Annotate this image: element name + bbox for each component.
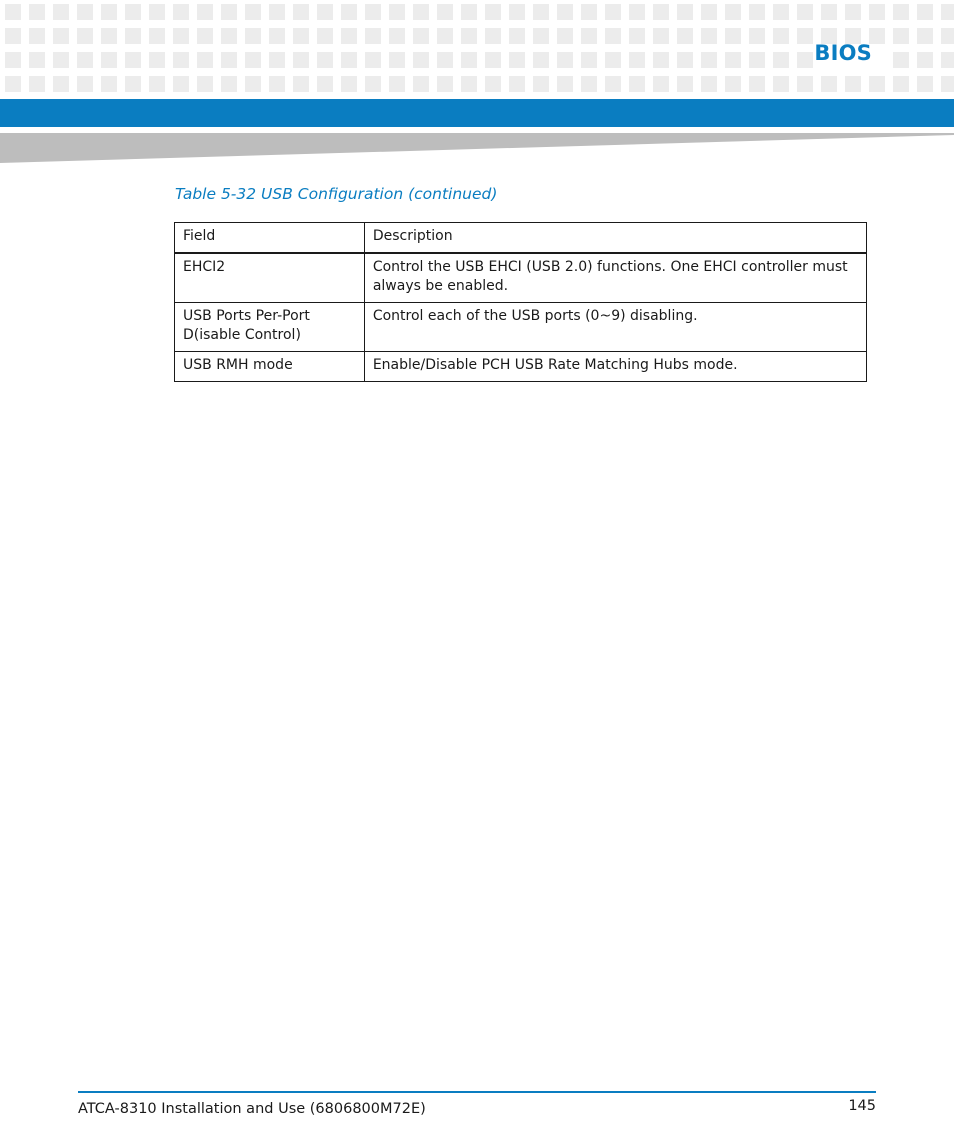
description-cell: Control the USB EHCI (USB 2.0) functions. One EHCI controller must always be enabled. xyxy=(364,253,866,303)
pattern-square xyxy=(341,52,357,68)
pattern-square xyxy=(101,28,117,44)
pattern-square xyxy=(893,4,909,20)
pattern-square xyxy=(173,76,189,92)
pattern-square xyxy=(437,76,453,92)
field-cell: EHCI2 xyxy=(175,253,365,303)
pattern-square xyxy=(701,76,717,92)
pattern-square xyxy=(389,4,405,20)
pattern-square xyxy=(53,28,69,44)
pattern-square xyxy=(245,52,261,68)
pattern-square xyxy=(461,4,477,20)
pattern-square xyxy=(365,28,381,44)
pattern-square xyxy=(893,52,909,68)
pattern-square xyxy=(293,52,309,68)
pattern-square xyxy=(125,28,141,44)
pattern-square xyxy=(773,76,789,92)
pattern-square xyxy=(797,28,813,44)
pattern-square xyxy=(29,28,45,44)
pattern-square xyxy=(917,76,933,92)
pattern-square xyxy=(533,76,549,92)
pattern-square xyxy=(413,52,429,68)
pattern-square xyxy=(749,4,765,20)
pattern-square xyxy=(941,76,954,92)
pattern-square xyxy=(245,4,261,20)
header-blue-band xyxy=(0,99,954,127)
pattern-square xyxy=(221,76,237,92)
pattern-square xyxy=(341,76,357,92)
pattern-square xyxy=(845,4,861,20)
table-header-row xyxy=(175,223,867,254)
pattern-square xyxy=(653,4,669,20)
table-caption: Table 5-32 USB Configuration (continued) xyxy=(175,185,498,203)
pattern-square xyxy=(749,52,765,68)
pattern-square xyxy=(509,52,525,68)
pattern-square xyxy=(653,76,669,92)
table-row xyxy=(175,303,867,352)
column-header-field: Field xyxy=(175,223,365,254)
pattern-square xyxy=(485,76,501,92)
pattern-square xyxy=(557,4,573,20)
pattern-square xyxy=(605,76,621,92)
pattern-square xyxy=(677,76,693,92)
footer-document-title: ATCA-8310 Installation and Use (6806800M72E) xyxy=(78,1101,426,1117)
column-header-description: Description xyxy=(364,223,866,254)
pattern-square xyxy=(797,76,813,92)
pattern-square xyxy=(701,4,717,20)
pattern-square xyxy=(221,4,237,20)
header-gray-wedge xyxy=(0,127,954,163)
pattern-square xyxy=(605,4,621,20)
pattern-square xyxy=(53,52,69,68)
pattern-square xyxy=(413,4,429,20)
pattern-square xyxy=(485,28,501,44)
pattern-square xyxy=(149,4,165,20)
description-cell: Enable/Disable PCH USB Rate Matching Hubs mode. xyxy=(364,352,866,382)
pattern-square xyxy=(773,52,789,68)
pattern-square xyxy=(629,4,645,20)
pattern-square xyxy=(389,28,405,44)
pattern-square xyxy=(725,52,741,68)
pattern-square xyxy=(269,4,285,20)
pattern-square xyxy=(941,4,954,20)
pattern-square xyxy=(77,52,93,68)
pattern-square xyxy=(629,76,645,92)
pattern-square xyxy=(77,28,93,44)
pattern-square xyxy=(461,76,477,92)
pattern-square xyxy=(293,28,309,44)
footer-rule xyxy=(78,1091,876,1093)
pattern-square xyxy=(869,4,885,20)
pattern-square xyxy=(821,76,837,92)
pattern-square xyxy=(173,52,189,68)
pattern-square xyxy=(653,28,669,44)
pattern-square xyxy=(653,52,669,68)
field-cell: USB RMH mode xyxy=(175,352,365,382)
pattern-square xyxy=(77,76,93,92)
pattern-square xyxy=(509,28,525,44)
pattern-square xyxy=(509,4,525,20)
section-title: BIOS xyxy=(814,41,872,65)
pattern-square xyxy=(29,4,45,20)
pattern-square xyxy=(197,76,213,92)
pattern-square xyxy=(413,28,429,44)
pattern-square xyxy=(581,76,597,92)
pattern-square xyxy=(245,76,261,92)
pattern-square xyxy=(365,76,381,92)
pattern-square xyxy=(293,4,309,20)
pattern-square xyxy=(101,52,117,68)
pattern-square xyxy=(533,28,549,44)
pattern-square xyxy=(77,4,93,20)
pattern-square xyxy=(557,52,573,68)
pattern-square xyxy=(317,28,333,44)
pattern-square xyxy=(725,28,741,44)
pattern-square xyxy=(125,4,141,20)
table-row xyxy=(175,253,867,303)
pattern-square xyxy=(629,28,645,44)
pattern-square xyxy=(29,52,45,68)
pattern-square xyxy=(749,28,765,44)
pattern-square xyxy=(437,52,453,68)
pattern-square xyxy=(557,76,573,92)
pattern-square xyxy=(893,76,909,92)
pattern-square xyxy=(53,76,69,92)
pattern-square xyxy=(605,28,621,44)
pattern-square xyxy=(269,76,285,92)
pattern-square xyxy=(197,52,213,68)
pattern-square xyxy=(317,4,333,20)
description-cell: Control each of the USB ports (0~9) disabling. xyxy=(364,303,866,352)
pattern-square xyxy=(557,28,573,44)
pattern-square xyxy=(365,4,381,20)
pattern-square xyxy=(29,76,45,92)
pattern-square xyxy=(413,76,429,92)
pattern-square xyxy=(173,28,189,44)
pattern-square xyxy=(917,28,933,44)
pattern-square xyxy=(797,4,813,20)
pattern-square xyxy=(389,52,405,68)
pattern-square xyxy=(5,76,21,92)
pattern-square xyxy=(389,76,405,92)
pattern-square xyxy=(773,28,789,44)
pattern-square xyxy=(149,76,165,92)
pattern-square xyxy=(677,28,693,44)
pattern-square xyxy=(221,28,237,44)
pattern-square xyxy=(869,76,885,92)
pattern-square xyxy=(365,52,381,68)
pattern-square xyxy=(629,52,645,68)
pattern-square xyxy=(509,76,525,92)
pattern-square xyxy=(917,52,933,68)
pattern-square xyxy=(581,4,597,20)
pattern-square xyxy=(917,4,933,20)
pattern-square xyxy=(317,76,333,92)
pattern-square xyxy=(5,52,21,68)
pattern-square xyxy=(245,28,261,44)
pattern-square xyxy=(821,4,837,20)
pattern-square xyxy=(125,52,141,68)
usb-configuration-table xyxy=(174,222,867,382)
pattern-square xyxy=(437,4,453,20)
pattern-square xyxy=(797,52,813,68)
pattern-square xyxy=(53,4,69,20)
pattern-square xyxy=(221,52,237,68)
pattern-square xyxy=(701,28,717,44)
pattern-square xyxy=(341,28,357,44)
pattern-square xyxy=(125,76,141,92)
pattern-square xyxy=(101,76,117,92)
pattern-square xyxy=(5,4,21,20)
pattern-square xyxy=(317,52,333,68)
field-cell: USB Ports Per-Port D(isable Control) xyxy=(175,303,365,352)
pattern-square xyxy=(485,52,501,68)
pattern-square xyxy=(725,76,741,92)
pattern-square xyxy=(893,28,909,44)
pattern-square xyxy=(845,76,861,92)
page-number: 145 xyxy=(848,1098,876,1114)
pattern-square xyxy=(941,28,954,44)
pattern-square xyxy=(749,76,765,92)
pattern-square xyxy=(269,52,285,68)
pattern-square xyxy=(533,4,549,20)
pattern-square xyxy=(149,28,165,44)
pattern-square xyxy=(461,28,477,44)
pattern-square xyxy=(677,4,693,20)
pattern-square xyxy=(773,4,789,20)
pattern-square xyxy=(437,28,453,44)
pattern-square xyxy=(173,4,189,20)
pattern-square xyxy=(341,4,357,20)
pattern-square xyxy=(5,28,21,44)
pattern-square xyxy=(725,4,741,20)
pattern-square xyxy=(941,52,954,68)
pattern-square xyxy=(677,52,693,68)
pattern-square xyxy=(533,52,549,68)
pattern-square xyxy=(293,76,309,92)
pattern-square xyxy=(461,52,477,68)
pattern-square xyxy=(485,4,501,20)
table-row xyxy=(175,352,867,382)
pattern-square xyxy=(581,52,597,68)
pattern-square xyxy=(149,52,165,68)
pattern-square xyxy=(581,28,597,44)
pattern-square xyxy=(197,28,213,44)
header-dot-pattern xyxy=(0,0,954,100)
pattern-square xyxy=(701,52,717,68)
pattern-square xyxy=(605,52,621,68)
pattern-square xyxy=(101,4,117,20)
pattern-square xyxy=(197,4,213,20)
pattern-square xyxy=(269,28,285,44)
